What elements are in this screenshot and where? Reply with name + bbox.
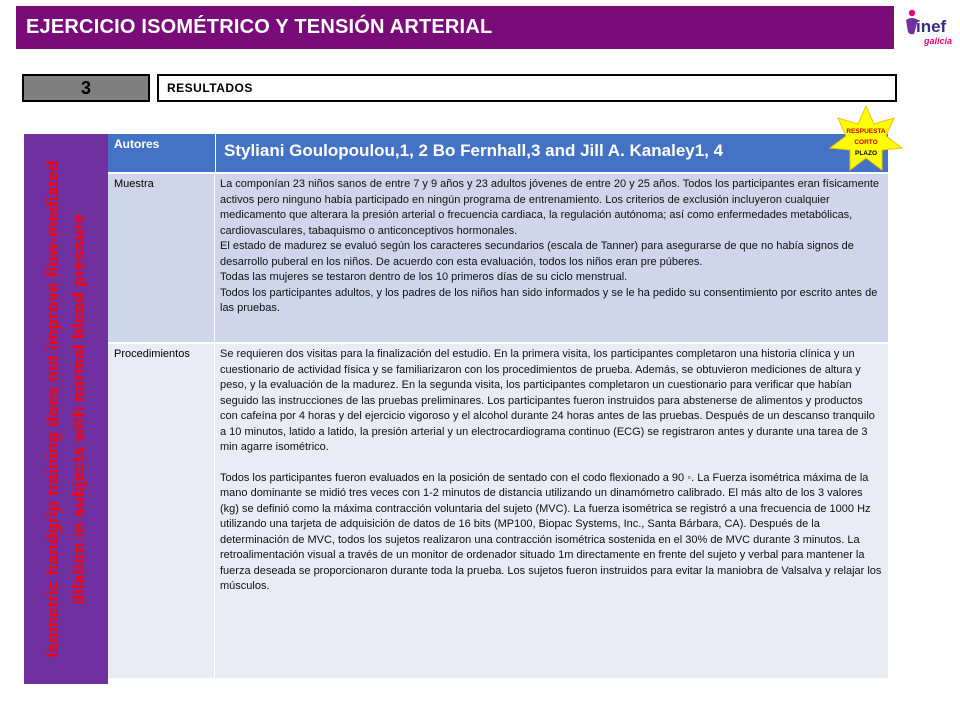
badge-text <box>828 126 904 159</box>
procedures-row <box>108 344 888 678</box>
section-label: RESULTADOS <box>167 81 253 95</box>
svg-text:inef: inef <box>916 17 947 36</box>
sample-paragraph: Todos los participantes adultos, y los padres de los niños han sido informados y se le ha pedido su consentimiento por escrito antes de las pruebas. <box>220 286 878 314</box>
badge-line: CORTO <box>854 139 878 146</box>
short-term-response-badge <box>828 104 904 174</box>
procedures-text <box>215 344 888 678</box>
badge-line: RESPUESTA <box>846 128 886 135</box>
sample-text <box>215 174 888 342</box>
slide-title <box>16 6 894 49</box>
authors-label: Autores <box>114 137 160 151</box>
procedures-label: Procedimientos <box>108 344 215 678</box>
procedures-paragraph: Todos los participantes fueron evaluados en la posición de sentado con el codo flexionado a 90 ◦. La Fuerza isométrica máxima de la mano dominante se midió tres veces con 1-2 minutos de distancia utilizando un dinamómetro calibrado. El más alto de los 3 valores (kg) se definió como la máxima contracción voluntaria del sujeto (MVC). La fuerza isométrica se registró a una frecuencia de 1000 Hz utilizando una tarjeta de adquisición de datos de 16 bits (MP100, Biopac Systems, Inc., Santa Bárbara, CA). Después de la determinación de MVC, todos los sujetos realizaron una contracción isométrica sostenida en el 30% de MVC durante 3 minutos. La retroalimentación visual a través de un monitor de ordenador situado 1m directamente en frente del sujeto y verbal para mantener la fuerza deseada se proporcionaron durante toda la prueba. Los sujetos fueron instruidos para evitar la maniobra de Valsalva y relajar los músculos. <box>220 471 882 592</box>
inef-galicia-logo <box>902 4 954 54</box>
sample-label: Muestra <box>108 174 215 342</box>
paragraph-spacer <box>220 456 883 471</box>
svg-text:galicia: galicia <box>924 36 953 46</box>
authors-value: Styliani Goulopoulou,1, 2 Bo Fernhall,3 and Jill A. Kanaley1, 4 <box>215 134 888 172</box>
section-header <box>157 74 897 102</box>
procedures-paragraph: Se requieren dos visitas para la finalización del estudio. En la primera visita, los participantes completaron una historia clínica y un cuestionario de actividad física y se familiarizaron con los procedimientos de prueba. Además, se obtuvieron mediciones de altura y peso, y la evaluación de la madurez. En la segunda visita, los participantes completaron un cuestionario para verificar que habían seguido las instrucciones de las pruebas preliminares. Los participantes fueron instruidos para abstenerse de alimentos y productos con cafeína por 4 horas y del ejercicio vigoroso y el alcohol durante 24 horas antes de las pruebas. Después de un descanso tranquilo a 10 minutos, latido a latido, la presión arterial y un electrocardiograma continuo (ECG) se registraron antes y durante una tarea de 3 min agarre isométrico. <box>220 348 875 453</box>
authors-row <box>108 134 888 172</box>
slide-title-text: EJERCICIO ISOMÉTRICO Y TENSIÓN ARTERIAL <box>26 16 493 38</box>
sample-paragraph: El estado de madurez se evaluó según los caracteres secundarios (escala de Tanner) para asegurarse de que no había signos de desarrollo puberal en los niños. De acuerdo con esta evaluación, todos los niños eran pre púberes. <box>220 240 854 268</box>
section-number-text: 3 <box>80 77 91 98</box>
sample-paragraph: Todas las mujeres se testaron dentro de los 10 primeros días de su ciclo menstrual. <box>220 271 628 283</box>
study-title-banner <box>24 134 108 684</box>
study-title-text: Isometric handgrip training does not improve flow-mediated dilation in subjects with normal blood pressure <box>43 160 88 658</box>
sample-paragraph: La componían 23 niños sanos de entre 7 y 9 años y 23 adultos jóvenes de entre 20 y 25 años. Todos los participantes eran físicamente activos pero ninguno había participado en ningún programa de entrenamiento. Los criterios de exclusión incluyeron cualquier medicamento que alterara la presión arterial o frecuencia cardiaca, la regulación autónoma; así como enfermedades metabólicas, cardiovasculares, tabaquismo o anticonceptivos hormonales. <box>220 178 880 237</box>
section-number <box>22 74 150 102</box>
results-table <box>108 134 888 678</box>
badge-line: PLAZO <box>854 150 878 157</box>
sample-row <box>108 174 888 342</box>
